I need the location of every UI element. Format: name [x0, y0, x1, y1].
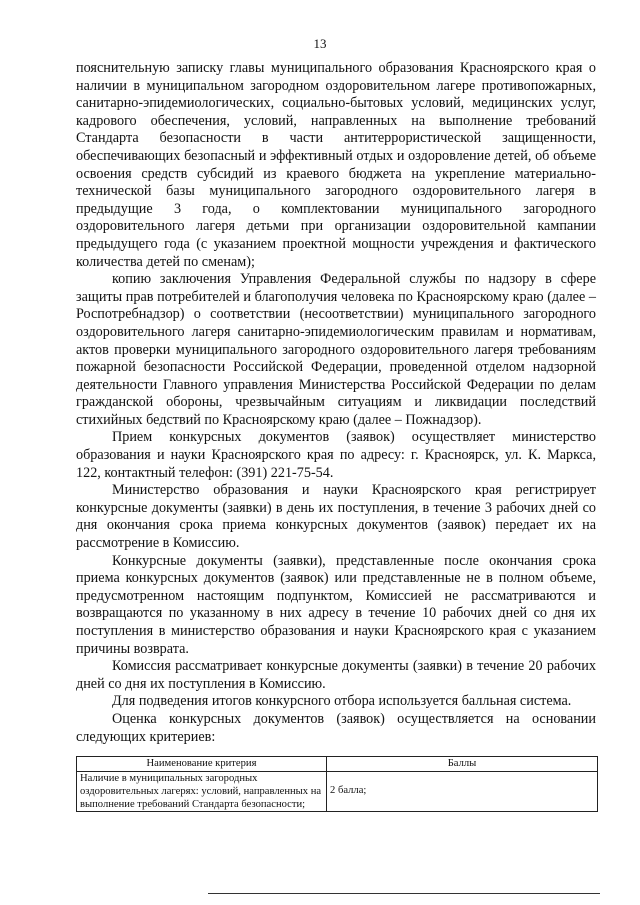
- paragraph-criteria-intro: Оценка конкурсных документов (заявок) осуществляется на основании следующих критериев:: [76, 710, 596, 745]
- criterion-cell: Наличие в муниципальных загородных оздоровительных лагерях: условий, направленных на выполнение требований Стандарта безопасности;: [77, 772, 327, 812]
- paragraph-scoring-system: Для подведения итогов конкурсного отбора используется балльная система.: [112, 693, 572, 710]
- footer-divider: [208, 893, 600, 894]
- score-cell: 2 балла;: [327, 772, 598, 812]
- paragraph-registration: Министерство образования и науки Красноярского края регистрирует конкурсные документы (заявки) в день их поступления, в течение 3 рабочих дней со дня окончания срока приема конкурсных документов (заявок) передает их на рассмотрение в Комиссию.: [76, 482, 596, 552]
- paragraph-acceptance-address: Прием конкурсных документов (заявок) осуществляет министерство образования и науки Красноярского края по адресу: г. Красноярск, ул. К. Маркса, 122, контактный телефон: (391) 221-75-54.: [76, 429, 596, 481]
- table-header-row: [77, 757, 598, 772]
- paragraph-explanatory-note: пояснительную записку главы муниципального образования Красноярского края о наличии в муниципальном загородном оздоровительном лагере противопожарных, санитарно-эпидемиологических, социально-бытовых условий, медицинских услуг, кадрового обеспечения, условий, направленных на выполнение требований Стандарта безопасности в части антитеррористической защищенности, обеспечивающих безопасный и эффективный отдых и оздоровление детей, об объеме освоения средств субсидий из краевого бюджета на укрепление материально-технической базы муниципального загородного оздоровительного лагеря в предыдущие 3 года, о комплектовании муниципального загородного оздоровительного лагеря детьми при организации оздоровительной кампании предыдущего года (с указанием проектной мощности учреждения и фактического количества детей по сменам);: [76, 60, 596, 270]
- criteria-table: [76, 756, 598, 812]
- paragraph-review-period: Комиссия рассматривает конкурсные документы (заявки) в течение 20 рабочих дней со дня их поступления в Комиссию.: [76, 658, 596, 692]
- paragraph-conclusion-copy: копию заключения Управления Федеральной службы по надзору в сфере защиты прав потребителей и благополучия человека по Красноярскому краю (далее – Роспотребнадзор) о соответствии (несоответствии) муниципального загородного оздоровительного лагеря санитарно-эпидемиологическим правилам и нормативам, актов проверки муниципального загородного оздоровительного лагеря требованиям пожарной безопасности Российской Федерации, проведенной отделом надзорной деятельности Главного управления Министерства Российской Федерации по делам гражданской обороны, чрезвычайным ситуациям и ликвидации последствий стихийных бедствий по Красноярскому краю (далее – Пожнадзор).: [76, 271, 596, 428]
- body-text: [76, 60, 596, 746]
- table-row: [77, 772, 598, 812]
- header-score: Баллы: [327, 757, 598, 772]
- header-criterion-name: Наименование критерия: [77, 757, 327, 772]
- page-number: 13: [313, 36, 327, 51]
- paragraph-late-documents: Конкурсные документы (заявки), представленные после окончания срока приема конкурсных документов (заявок) или представленные не в полном объеме, предусмотренном настоящим подпунктом, Комиссией не рассматриваются и возвращаются по указанному в них адресу в течение 10 рабочих дней со дня их поступления в министерство образования и науки Красноярского края с указанием причины возврата.: [76, 552, 596, 657]
